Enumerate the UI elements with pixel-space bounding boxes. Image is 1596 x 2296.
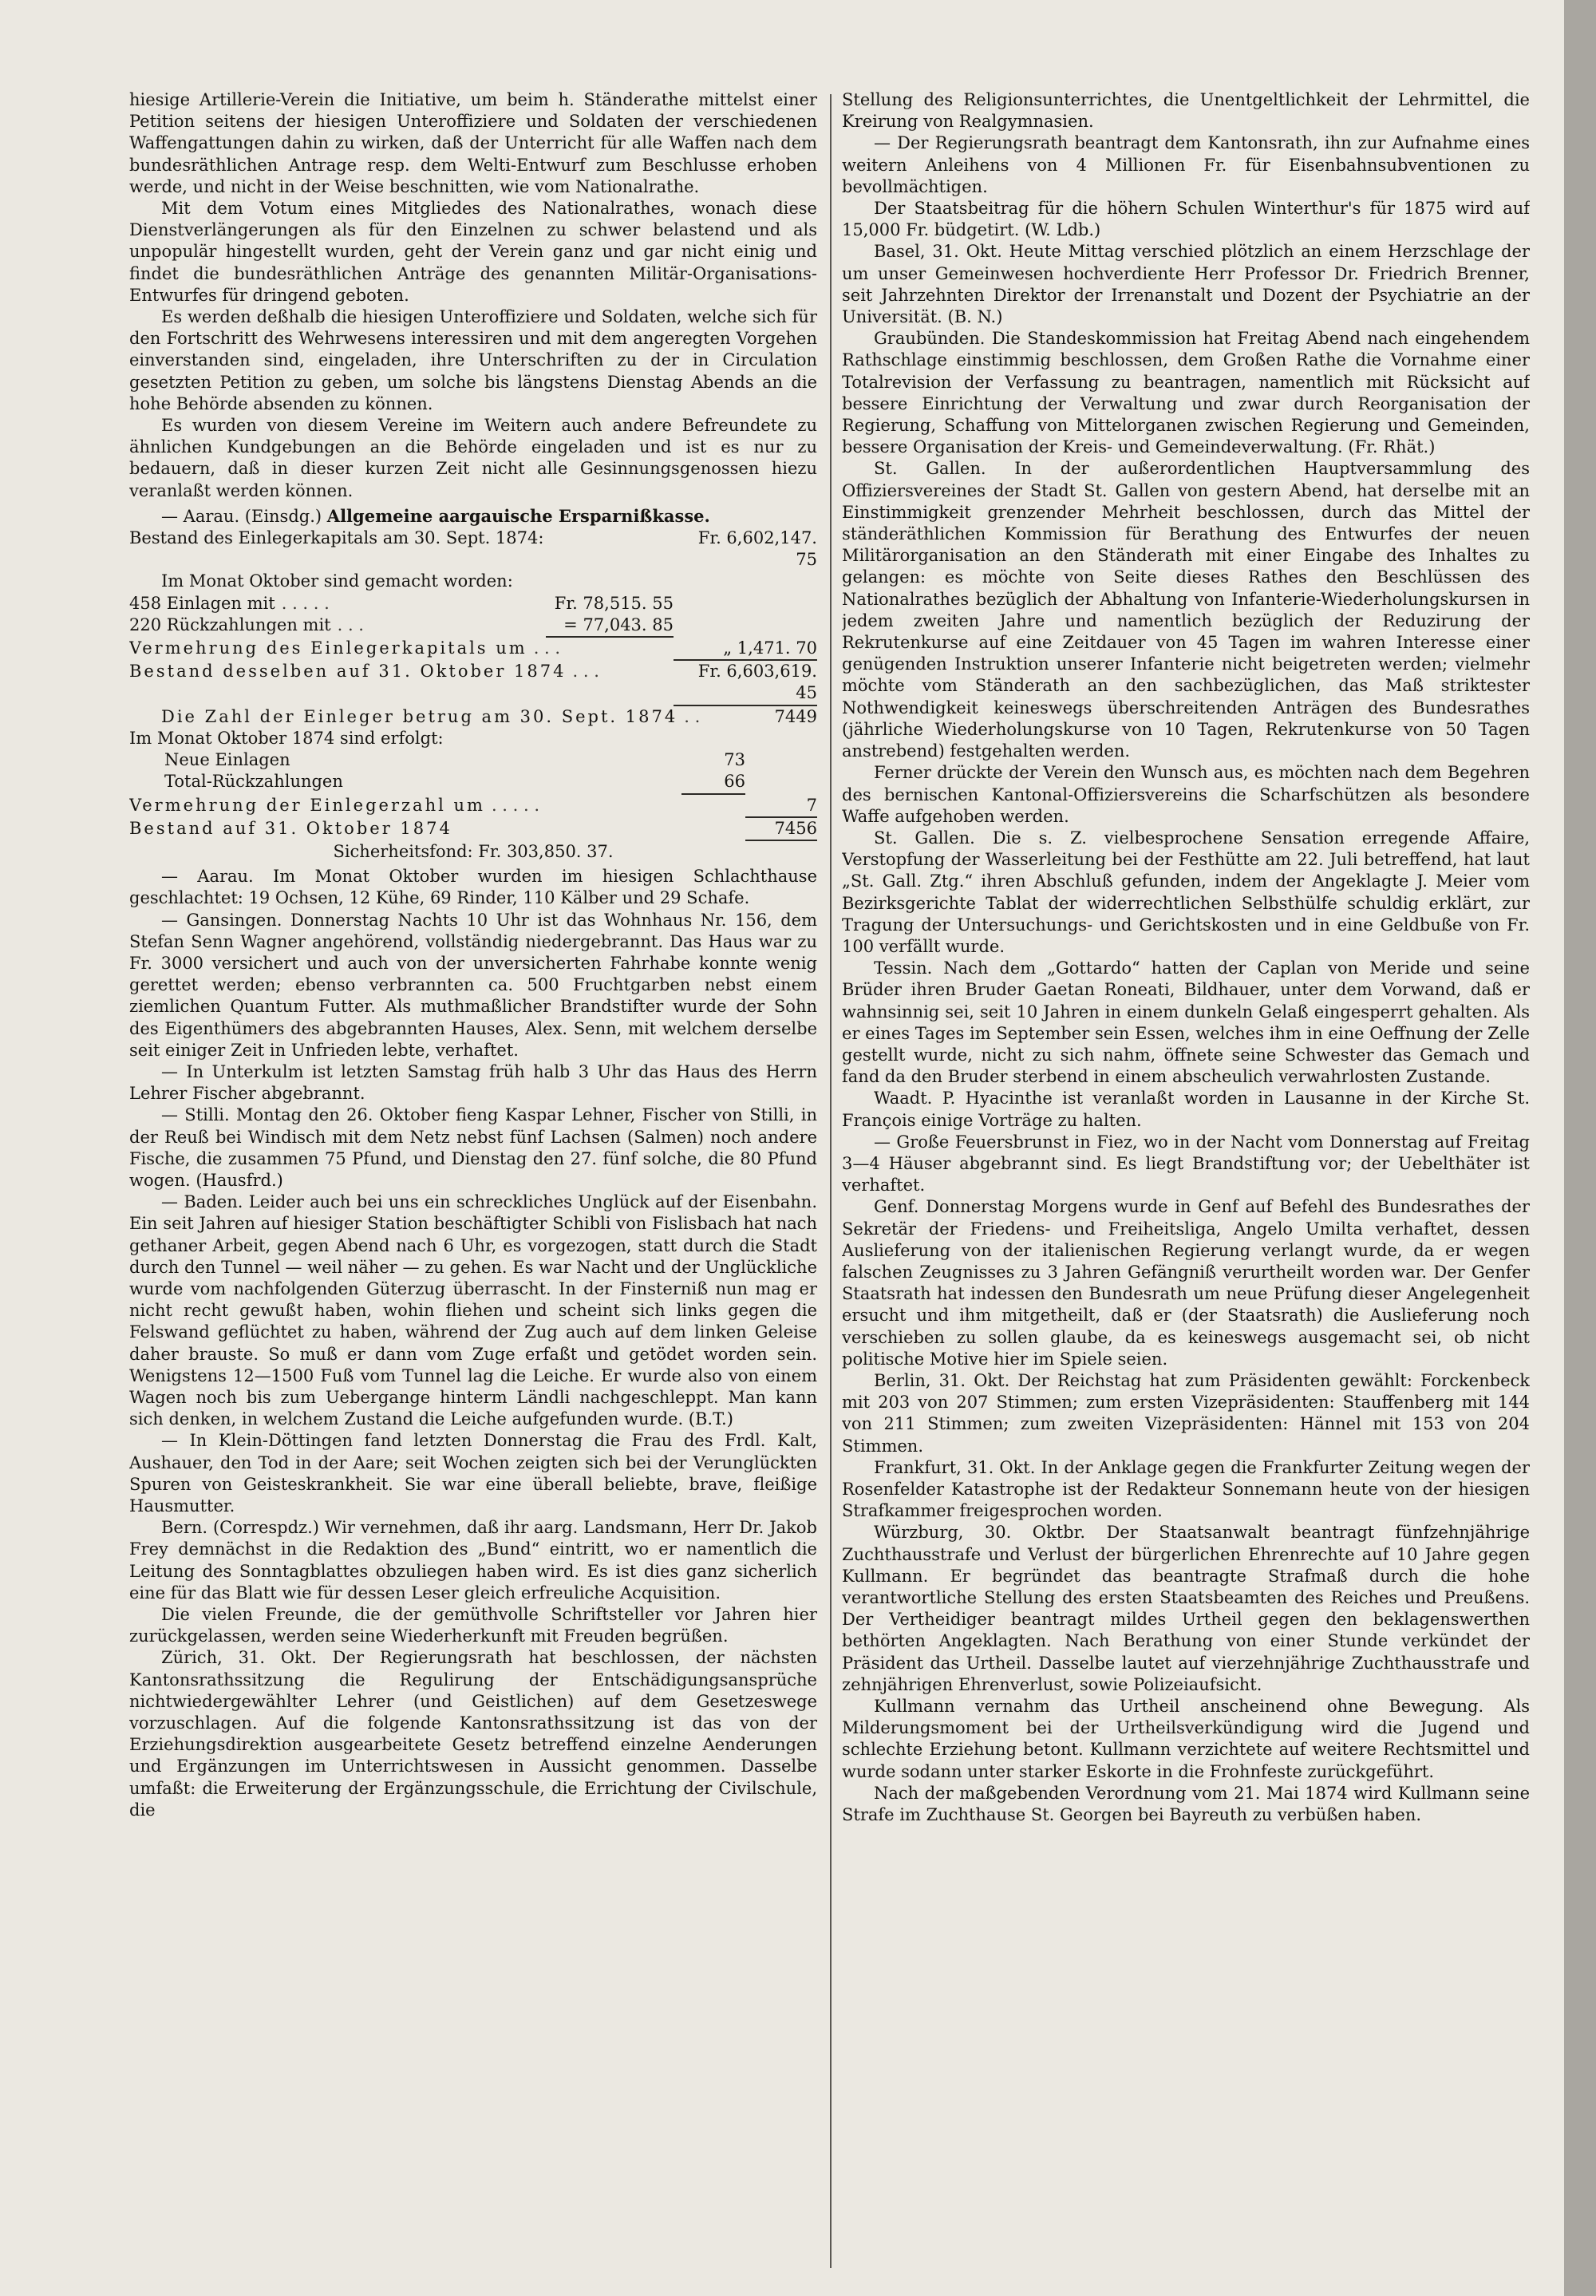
article-paragraph: Waadt. P. Hyacinthe ist veranlaßt worden in Lausanne in der Kirche St. François einige Vorträge zu halten. (842, 1089, 1530, 1130)
statement-row: Vermehrung des Einlegerkapitals um . . . „ 1,471. 70 (129, 638, 817, 661)
article-paragraph: Kullmann vernahm das Urtheil anscheinend ohne Bewegung. Als Milderungsmoment bei der Urtheilsverkündigung wird die Jugend und schlechte Erziehung betont. Kullmann verzichtete auf weitere Rechtsmittel und wurde sodann unter starker Eskorte in die Frohnfeste zurückgeführt. (842, 1697, 1530, 1781)
statement-row: Bestand desselben auf 31. Oktober 1874 . . . Fr. 6,603,619. 45 (129, 661, 817, 705)
article-paragraph: Nach der maßgebenden Verordnung vom 21. Mai 1874 wird Kullmann seine Strafe im Zuchthause St. Georgen bei Bayreuth zu verbüßen haben. (842, 1783, 1530, 1825)
article-paragraph: — Baden. Leider auch bei uns ein schreckliches Unglück auf der Eisenbahn. Ein seit Jahren auf hiesiger Station beschäftigter Schibli von Fislisbach hat nach gethaner Arbeit, gegen Abend nach 6 Uhr, es vorgezogen, statt durch die Stadt durch den Tunnel — weil näher — zu gehen. Es war Nacht und der Unglückliche wurde vom nachfolgenden Güterzug überrascht. In der Finsterniß nun mag er nicht recht gewußt haben, wohin fliehen und scheint sich links gegen die Felswand geflüchtet zu haben, während der Zug auch auf dem linken Geleise daher brauste. So muß er dann vom Zuge erfaßt und getödet worden sein. Wenigstens 12—1500 Fuß vom Tunnel lag die Leiche. Er wurde also von einem Wagen noch bis zum Uebergange hinterm Ländli nachgeschleppt. Man kann sich denken, in welchem Zustand die Leiche aufgefunden wurde. (B.T.) (129, 1192, 817, 1429)
statement-row: Total-Rückzahlungen 66 (129, 771, 817, 794)
article-paragraph: — Aarau. Im Monat Oktober wurden im hiesigen Schlachthause geschlachtet: 19 Ochsen, 12 Kühe, 69 Rinder, 110 Kälber und 29 Schafe. (129, 867, 817, 908)
article-paragraph: Frankfurt, 31. Okt. In der Anklage gegen die Frankfurter Zeitung wegen der Rosenfelder Katastrophe ist der Redakteur Sonnemann heute von der hiesigen Strafkammer freigesprochen worden. (842, 1457, 1530, 1521)
article-paragraph: Die vielen Freunde, die der gemüthvolle Schriftsteller vor Jahren hier zurückgelassen, werden seine Wiederherkunft mit Freuden begrüßen. (129, 1605, 817, 1646)
statement-row: Bestand auf 31. Oktober 1874 7456 (129, 818, 817, 841)
statement-row: Neue Einlagen 73 (164, 750, 745, 770)
article-paragraph: Berlin, 31. Okt. Der Reichstag hat zum Präsidenten gewählt: Forckenbeck mit 203 von 207 Stimmen; zum ersten Vizepräsidenten: Stauffenberg mit 144 von 211 Stimmen; zum zweiten Vizepräsidenten: Hännel mit 153 von 204 Stimmen. (842, 1370, 1530, 1456)
article-paragraph: Würzburg, 30. Oktbr. Der Staatsanwalt beantragt fünfzehnjährige Zuchthausstrafe und Verlust der bürgerlichen Ehrenrechte auf 10 Jahre gegen Kullmann. Er begründet das beantragte Strafmaß durch die hohe verantwortliche Stellung des ersten Staatsbeamten des Reiches und Preußens. Der Vertheidiger beantragt mildes Urtheil gegen den beklagenswerthen bethörten Angeklagten. Nach Berathung von einer Stunde verkündet der Präsident das Urtheil. Dasselbe lautet auf vierzehnjährige Zuchthausstrafe und zehnjährigen Ehrenverlust, sowie Polizeiaufsicht. (842, 1523, 1530, 1694)
article-paragraph: St. Gallen. In der außerordentlichen Hauptversammlung des Offiziersvereines der Stadt St. Gallen von gestern Abend, hat derselbe mit an Einstimmigkeit grenzender Mehrheit beschlossen, durch das Mittel der ständeräthlichen Kommission für Berathung des Entwurfes der neuen Militärorganisation an den Ständerath mit einer Eingabe des Inhaltes zu gelangen: es möchte von Seite dieses Rathes den Beschlüssen des Nationalrathes bezüglich der Abhaltung von Infanterie-Wiederholungskursen in jedem zweiten Jahre und namentlich bezüglich der Reduzirung der Rekrutenkurse auf eine Zeitdauer von 45 Tagen im wahren Interesse einer genügenden Instruktion unserer Infanterie nicht beigetreten werden; vielmehr möchte vom Ständerath an den sachbezüglichen, das Maß striktester Nothwendigkeit keineswegs überschreitenden Anträgen des Bundesrathes (jährliche Wiederholungskurse von 10 Tagen, Rekrutenkurse von 50 Tagen anstrebend) festgehalten werden. (842, 459, 1530, 761)
right-column (842, 89, 1530, 2268)
article-paragraph: — Der Regierungsrath beantragt dem Kantonsrath, ihn zur Aufnahme eines weitern Anleihens von 4 Millionen Fr. für Eisenbahnsubventionen zu bevollmächtigen. (842, 133, 1530, 196)
statement-row: Vermehrung der Einlegerzahl um . . . . . 7 (129, 795, 817, 818)
article-paragraph: — Große Feuersbrunst in Fiez, wo in der Nacht vom Donnerstag auf Freitag 3—4 Häuser abgebrannt sind. Es liegt Brandstiftung vor; der Uebelthäter ist verhaftet. (842, 1132, 1530, 1195)
statement-heading (129, 505, 817, 528)
article-paragraph: Graubünden. Die Standeskommission hat Freitag Abend nach eingehendem Rathschlage einstimmig beschlossen, dem Großen Rathe die Vornahme einer Totalrevision der Verfassung zu beantragen, namentlich mit Rücksicht auf bessere Einrichtung der Verwaltung und zwar durch Reorganisation der Regierung, Schaffung von Mittelorganen zwischen Regierung und Gemeinden, bessere Organisation der Kreis- und Gemeindeverwaltung. (Fr. Rhät.) (842, 329, 1530, 457)
article-paragraph: — In Klein-Döttingen fand letzten Donnerstag die Frau des Frdl. Kalt, Aushauer, den Tod in der Aare; seit Wochen zeigten sich bei der Verunglückten Spuren von Geisteskrankheit. Sie war eine überall beliebte, brave, fleißige Hausmutter. (129, 1431, 817, 1516)
page-edge (1564, 0, 1596, 2296)
statement-lead: — Aarau. (Einsdg.) (161, 506, 322, 526)
left-column (129, 89, 817, 2268)
column-divider (830, 94, 832, 2268)
article-paragraph: — In Unterkulm ist letzten Samstag früh halb 3 Uhr das Haus des Herrn Lehrer Fischer abgebrannt. (129, 1061, 817, 1104)
article-paragraph: Bern. (Correspdz.) Wir vernehmen, daß ihr aarg. Landsmann, Herr Dr. Jakob Frey demnächst in die Redaktion des „Bund“ eintritt, wo er namentlich die Leitung des Sonntagblattes obzuliegen haben wird. Es ist dies ganz sicherlich eine für das Blatt wie für dessen Leser gleich erfreuliche Acquisition. (129, 1518, 817, 1602)
article-paragraph: Basel, 31. Okt. Heute Mittag verschied plötzlich an einem Herzschlage der um unser Gemeinwesen hochverdiente Herr Professor Dr. Friedrich Brenner, seit Jahrzehnten Direktor der Irrenanstalt und Dozent der Psychiatrie an der Universität. (B. N.) (842, 242, 1530, 327)
article-paragraph: Zürich, 31. Okt. Der Regierungsrath hat beschlossen, der nächsten Kantonsrathssitzung die Regulirung der Entschädigungsansprüche nichtwiedergewählter Lehrer (und Geistlichen) auf dem Gesetzeswege vorzuschlagen. Auf die folgende Kantonsrathssitzung ist das von der Erziehungsdirektion ausgearbeitete Gesetz betreffend einzelne Aenderungen und Ergänzungen im Unterrichtswesen in Aussicht genommen. Dasselbe umfaßt: die Erweiterung der Ergänzungsschule, die Errichtung der Civilschule, die (129, 1648, 817, 1820)
savings-bank-statement (129, 505, 817, 863)
statement-row: 220 Rückzahlungen mit . . . = 77,043. 85 (129, 615, 817, 638)
article-paragraph: hiesige Artillerie-Verein die Initiative, um beim h. Ständerathe mittelst einer Petition seitens der hiesigen Unteroffiziere und Soldaten der verschiedenen Waffengattungen dahin zu wirken, daß der Unterricht für alle Waffen nach dem bundesräthlichen Antrage resp. dem Welti-Entwurf zum Beschlusse erhoben werde, und nicht in der Weise beschnitten, wie vom Nationalrathe. (129, 90, 817, 196)
statement-title: Allgemeine aargauische Ersparnißkasse. (326, 505, 710, 526)
article-paragraph: Tessin. Nach dem „Gottardo“ hatten der Caplan von Meride und seine Brüder ihren Bruder Gaetan Roneati, Bildhauer, unter dem Vorwand, daß er wahnsinnig sei, seit 10 Jahren in einem dunkeln Gelaß eingesperrt gehalten. Als er eines Tages im September sein Essen, welches ihm in eine Oeffnung der Zelle gestellt wurde, nicht zu sich nahm, öffnete seine Schwester das Gemach und fand da den Bruder sterbend in einem abscheulich verwahrlosten Zustande. (842, 958, 1530, 1087)
article-paragraph: Ferner drückte der Verein den Wunsch aus, es möchten nach dem Begehren des bernischen Kantonal-Offiziersvereins die Scharfschützen als besondere Waffe aufgehoben werden. (842, 763, 1530, 826)
article-paragraph: — Stilli. Montag den 26. Oktober fieng Kaspar Lehner, Fischer von Stilli, in der Reuß bei Windisch mit dem Netz nebst fünf Lachsen (Salmen) noch andere Fische, die zusammen 75 Pfund, und Dienstag den 27. fünf solche, die 80 Pfund wogen. (Hausfrd.) (129, 1105, 817, 1190)
article-paragraph: Stellung des Religionsunterrichtes, die Unentgeltlichkeit der Lehrmittel, die Kreirung von Realgymnasien. (842, 90, 1530, 132)
statement-row: Im Monat Oktober 1874 sind erfolgt: (129, 728, 444, 748)
statement-row: Bestand des Einlegerkapitals am 30. Sept. 1874: Fr. 6,602,147. 75 (129, 528, 817, 570)
statement-row: Die Zahl der Einleger betrug am 30. Sept. 1874 . . 7449 (161, 706, 817, 726)
article-paragraph: Es wurden von diesem Vereine im Weitern auch andere Befreundete zu ähnlichen Kundgebungen an die Behörde eingeladen und ist es nur zu bedauern, daß in dieser kurzen Zeit nicht alle Gesinnungsgenossen hiezu veranlaßt werden können. (129, 416, 817, 500)
article-paragraph: Es werden deßhalb die hiesigen Unteroffiziere und Soldaten, welche sich für den Fortschritt des Wehrwesens interessiren und mit dem angeregten Vorgehen einverstanden sind, eingeladen, ihre Unterschriften zu der in Circulation gesetzten Petition zu geben, um solche bis längstens Dienstag Abends an die hohe Behörde absenden zu können. (129, 307, 817, 413)
article-paragraph: — Gansingen. Donnerstag Nachts 10 Uhr ist das Wohnhaus Nr. 156, dem Stefan Senn Wagner angehörend, vollständig niedergebrannt. Das Haus war zu Fr. 3000 versichert und auch von der unversicherten Fahrhabe konnte wenig gerettet werden; ebenso verbrannten ca. 500 Fruchtgarben nebst einem ziemlichen Quantum Futter. Als muthmaßlicher Brandstifter wurde der Sohn des Eigenthümers des abgebrannten Hauses, Alex. Senn, mit welchem derselbe seit einiger Zeit in Unfrieden lebte, verhaftet. (129, 910, 817, 1060)
article-paragraph: Mit dem Votum eines Mitgliedes des Nationalrathes, wonach diese Dienstverlängerungen als für den Einzelnen zu schwer belastend und als unpopulär hingestellt wurden, geht der Verein ganz und gar nicht einig und findet die bundesräthlichen Anträge des genannten Militär-Organisations-Entwurfes für dringend geboten. (129, 199, 817, 305)
statement-row: 458 Einlagen mit . . . . . Fr. 78,515. 55 (129, 593, 674, 613)
article-paragraph: St. Gallen. Die s. Z. vielbesprochene Sensation erregende Affaire, Verstopfung der Wasserleitung bei der Festhütte am 22. Juli betreffend, hat laut „St. Gall. Ztg.“ ihren Abschluß gefunden, indem der Angeklagte J. Meier vom Bezirksgerichte Tablat der widerrechtlichen Selbsthülfe schuldig erklärt, zur Tragung der Untersuchungs- und Gerichtskosten und in eine Geldbuße von Fr. 100 verfällt wurde. (842, 828, 1530, 956)
article-paragraph: Der Staatsbeitrag für die höhern Schulen Winterthur's für 1875 wird auf 15,000 Fr. büdgetirt. (W. Ldb.) (842, 199, 1530, 240)
security-fund: Sicherheitsfond: Fr. 303,850. 37. (333, 841, 614, 861)
article-paragraph: Genf. Donnerstag Morgens wurde in Genf auf Befehl des Bundesrathes der Sekretär der Friedens- und Freiheitsliga, Angelo Umilta verhaftet, dessen Auslieferung von der italienischen Regierung verlangt wurde, da er wegen falschen Zeugnisses zu 3 Jahren Gefängniß verurtheilt worden war. Der Genfer Staatsrath hat indessen den Bundesrath um neue Prüfung dieser Angelegenheit ersucht und ihm mitgetheilt, daß er (der Staatsrath) die Auslieferung noch verschieben zu sollen glaube, da es keineswegs ausgemacht sei, ob nicht politische Motive hier im Spiele seien. (842, 1197, 1530, 1369)
statement-row: Im Monat Oktober sind gemacht worden: (161, 571, 513, 591)
